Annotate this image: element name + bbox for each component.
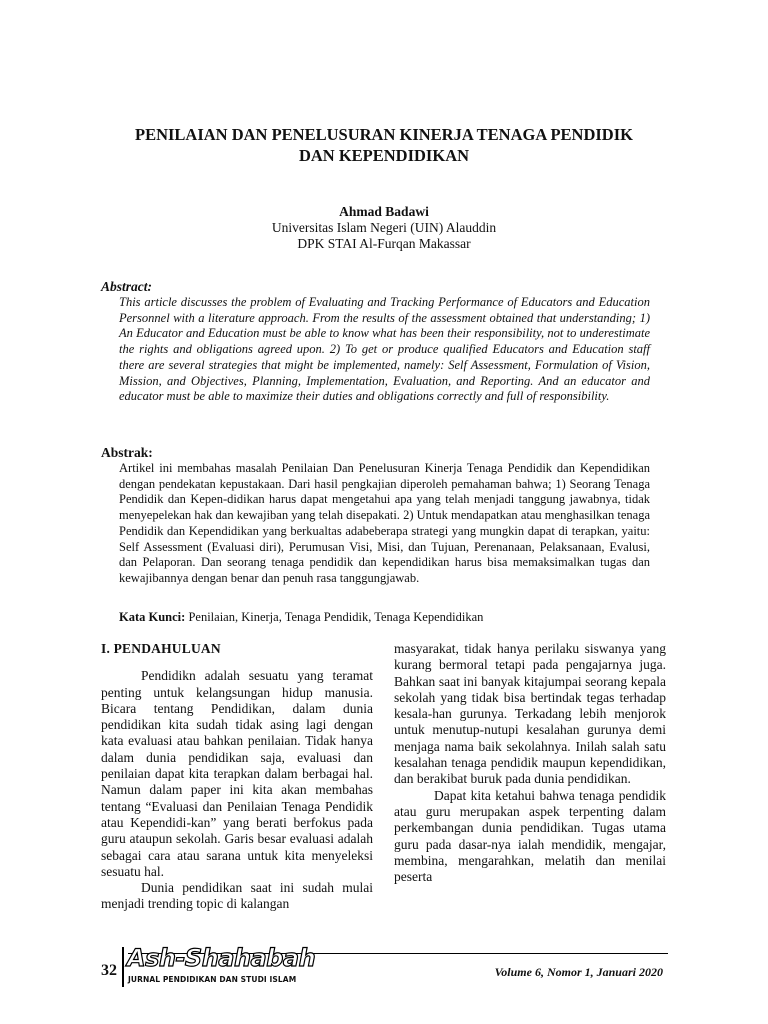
paper-title [60, 124, 708, 166]
keywords-label: Kata Kunci: [119, 610, 186, 624]
section-heading: I. PENDAHULUAN [101, 641, 221, 656]
abstract-en-text: This article discusses the problem of Evaluating and Tracking Performance of Educators and Education Personnel with a literature approach. From the results of the assessment obtained that understanding; 1) An Educator and Education must be able to know what has been their responsibility, not to underestimate the rights and obligations agreed upon. 2) To get or produce qualified Educators and Education staff there are several strategies that might be implemented, namely: Self Assessment, Formulation of Vision, Mission, and Objectives, Planning, Implementation, Evaluation, and Reporting. And an educator and educator must be able to maximize their duties and obligations correctly and full of responsibility. [119, 295, 650, 404]
abstract-id-text: Artikel ini membahas masalah Penilaian Dan Penelusuran Kinerja Tenaga Pendidik dan Kependidikan dengan pendekatan kepustakaan. Dari hasil pengkajian diperoleh pemahaman bahwa; 1) Seorang Tenaga Pendidik dan Kepen-didikan harus dapat mengetahui apa yang telah menjadi tanggung jawabnya, tidak menyepelekan hak dan kewajiban yang telah disepakati. 2) Untuk mendapatkan atau menghasilkan tenaga Pendidik dan Kependidikan yang berkualtas adabeberapa strategi yang mungkin dapat di terapkan, yaitu: Self Assessment (Evaluasi diri), Perumusan Visi, Misi, dan Tujuan, Perenanaan, Pelaksanaan, Evalusi, dan Pelaporan. Dan seorang tenaga pendidik dan kependidikan harus bisa memaksimalkan tugas dan kewajibannya dengan benar dan penuh rasa tanggungjawab. [119, 461, 650, 585]
journal-logo: Ash-Shahabah [127, 944, 316, 972]
page-number: 32 [101, 962, 117, 979]
author-name: Ahmad Badawi [339, 204, 429, 219]
author-affiliation-2: DPK STAI Al-Furqan Makassar [297, 236, 471, 251]
left-column [101, 641, 373, 913]
journal-subtitle: JURNAL PENDIDIKAN DAN STUDI ISLAM [128, 975, 297, 984]
left-paragraph-1: Pendidikn adalah sesuatu yang teramat penting untuk kelangsungan hidup manusia. Bicara tentang Pendidikan, dalam dunia pendidikan kita sudah tidak asing lagi dengan kata evaluasi atau bahkan penilaian. Tidak hanya dalam dunia pendidikan saja, evaluasi dan penilaian dapat kita terapkan dalam berbagai hal. Namun dalam paper ini kita akan membahas tentang “Evaluasi dan Penilaian Tenaga Pendidik atau Kependidi-kan” yang berati berfokus pada guru ataupun sekolah. Garis besar evaluasi adalah sebagai cara atau sarana untuk kita menyeleksi sesuatu hal. [101, 668, 373, 879]
right-paragraph-1: masyarakat, tidak hanya perilaku siswanya yang kurang bermoral tetapi pada pengajarnya juga. Bahkan saat ini banyak kitajumpai seorang kepala sekolah yang tidak bisa bertindak tegas terhadap kesala-han gurunya. Terkadang lebih menjorok untuk menutup-nutupi kesalahan gurunya demi menjaga nama baik sekolahnya. Inilah salah satu kesalahan tenaga pendidik maupun kependidikan, dan berakibat buruk pada dunia pendidikan. [394, 641, 666, 787]
title-line-1: PENILAIAN DAN PENELUSURAN KINERJA TENAGA PENDIDIK [135, 125, 633, 144]
logo-separator [122, 947, 124, 987]
right-paragraph-2: Dapat kita ketahui bahwa tenaga pendidik atau guru merupakan aspek terpenting dalam perkembangan dunia pendidikan. Tugas utama guru pada dasar-nya ialah mendidik, mengajar, membina, mengarahkan, melatih dan menilai peserta [394, 787, 666, 885]
author-affiliation-1: Universitas Islam Negeri (UIN) Alauddin [271, 220, 497, 235]
keywords-text: Penilaian, Kinerja, Tenaga Pendidik, Tenaga Kependidikan [185, 610, 484, 624]
volume-info: Volume 6, Nomor 1, Januari 2020 [494, 965, 663, 979]
author-block [60, 204, 708, 252]
keywords [119, 610, 679, 625]
right-column [394, 641, 666, 885]
title-line-2: DAN KEPENDIDIKAN [298, 146, 470, 165]
left-paragraph-2: Dunia pendidikan saat ini sudah mulai menjadi trending topic di kalangan [101, 880, 373, 912]
abstract-id-heading: Abstrak: [101, 445, 153, 460]
abstract-en-heading: Abstract: [101, 279, 153, 294]
